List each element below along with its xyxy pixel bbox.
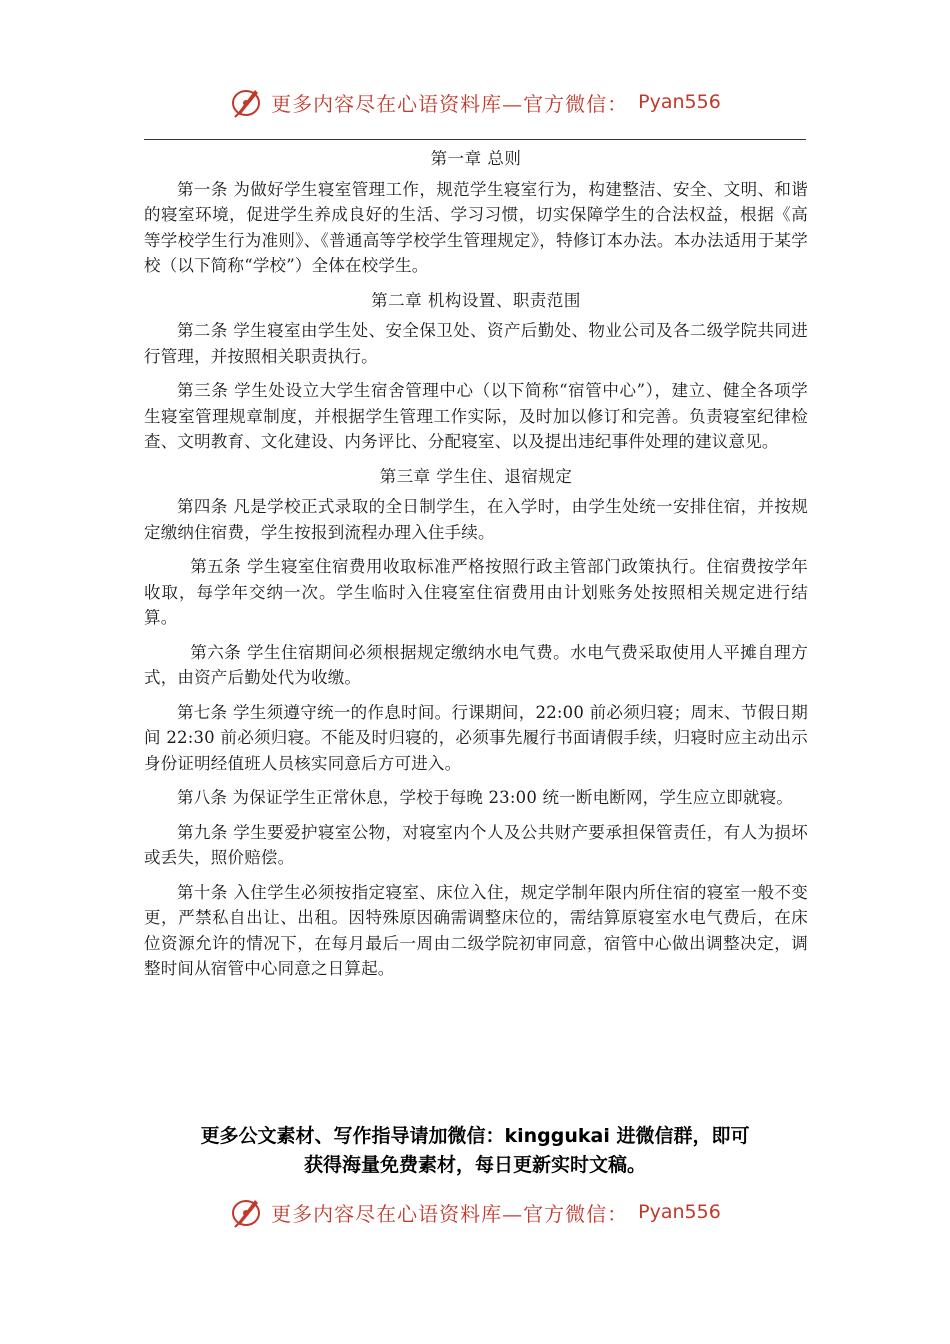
article-6: 第六条 学生住宿期间必须根据规定缴纳水电气费。水电气费采取使用人平摊自理方式，由资产后勤处代为收缴。 [144, 642, 808, 687]
header-divider [144, 139, 806, 140]
article-3: 第三条 学生处设立大学生宿舍管理中心（以下简称“宿管中心”），建立、健全各项学生寝室管理规章制度，并根据学生管理工作实际，及时加以修订和完善。负责寝室纪律检查、文明教育、文化建设、内务评比、分配寝室、以及提出违纪事件处理的建议意见。 [144, 381, 808, 451]
article-7: 第七条 学生须遵守统一的作息时间。行课期间，22:00 前必须归寝；周末、节假日期间 22:30 前必须归寝。不能及时归寝的，必须事先履行书面请假手续，归寝时应主动出示身份证明经值班人员核实同意后方可进入。 [144, 702, 808, 773]
document-body [144, 144, 808, 991]
chapter-1-title: 第一章 总则 [430, 149, 522, 168]
banner-text: 更多内容尽在心语资料库—官方微信： [271, 1201, 629, 1226]
article-8: 第八条 为保证学生正常休息，学校于每晚 23:00 统一断电断网，学生应立即就寝。 [177, 788, 793, 807]
chapter-2-title: 第二章 机构设置、职责范围 [371, 290, 581, 310]
article-4: 第四条 凡是学校正式录取的全日制学生，在入学时，由学生处统一安排住宿，并按规定缴纳住宿费，学生按报到流程办理入住手续。 [144, 497, 808, 542]
quill-logo-icon [229, 84, 265, 120]
header-banner [0, 80, 950, 124]
promo-line-1: 更多公文素材、写作指导请加微信：kinggukai 进微信群，即可 [200, 1125, 750, 1147]
banner-wechat-id: Pyan556 [638, 91, 721, 113]
quill-logo-icon [229, 1194, 265, 1230]
article-2: 第二条 学生寝室由学生处、安全保卫处、资产后勤处、物业公司及各二级学院共同进行管理，并按照相关职责执行。 [144, 321, 808, 366]
article-9: 第九条 学生要爱护寝室公物，对寝室内个人及公共财产要承担保管责任，有人为损坏或丢失，照价赔偿。 [144, 822, 808, 867]
banner-text: 更多内容尽在心语资料库—官方微信： [271, 91, 629, 116]
article-10: 第十条 入住学生必须按指定寝室、床位入住，规定学制年限内所住宿的寝室一般不变更，严禁私自出让、出租。因特殊原因确需调整床位的，需结算原寝室水电气费后，在床位资源允许的情况下，在每月最后一周由二级学院初审同意，宿管中心做出调整决定，调整时间从宿管中心同意之日算起。 [144, 882, 808, 978]
banner-wechat-id: Pyan556 [638, 1201, 721, 1223]
article-5: 第五条 学生寝室住宿费用收取标准严格按照行政主管部门政策执行。住宿费按学年收取，每学年交纳一次。学生临时入住寝室住宿费用由计划账务处按照相关规定进行结算。 [144, 557, 808, 627]
chapter-3-title: 第三章 学生住、退宿规定 [379, 466, 573, 486]
promo-line-2: 获得海量免费素材，每日更新实时文稿。 [303, 1154, 646, 1176]
promo-notice [140, 1122, 810, 1180]
article-1: 第一条 为做好学生寝室管理工作，规范学生寝室行为，构建整洁、安全、文明、和谐的寝室环境，促进学生养成良好的生活、学习习惯，切实保障学生的合法权益，根据《高等学校学生行为准则》、《普通高等学校学生管理规定》，特修订本办法。本办法适用于某学校（以下简称“学校”）全体在校学生。 [144, 179, 808, 275]
footer-banner [0, 1190, 950, 1234]
